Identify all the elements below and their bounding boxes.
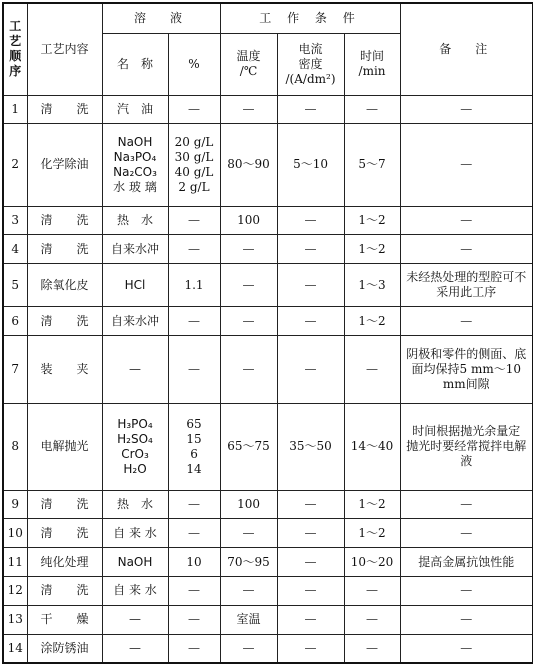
cell-current: 5～10 — [277, 124, 344, 206]
cell-solution-name: 自 来 水 — [102, 519, 168, 548]
cell-temp: — — [220, 235, 277, 264]
cell-temp: — — [220, 634, 277, 663]
cell-remark: — — [400, 634, 533, 663]
cell-remark: — — [400, 206, 533, 235]
cell-current: — — [277, 264, 344, 307]
cell-remark: — — [400, 235, 533, 264]
table-row — [3, 307, 533, 336]
cell-seq: 8 — [3, 404, 27, 490]
cell-seq: 3 — [3, 206, 27, 235]
table-row — [3, 336, 533, 404]
cell-solution-name: — — [102, 605, 168, 634]
header-percent: % — [168, 33, 220, 95]
cell-time: — — [344, 576, 400, 605]
cell-solution-name: — — [102, 634, 168, 663]
cell-solution-name: 汽 油 — [102, 95, 168, 124]
cell-time: 1～2 — [344, 206, 400, 235]
cell-current: — — [277, 235, 344, 264]
table-row — [3, 124, 533, 206]
cell-temp: 100 — [220, 206, 277, 235]
cell-content: 清 洗 — [27, 490, 102, 519]
cell-remark: — — [400, 124, 533, 206]
cell-temp: — — [220, 519, 277, 548]
cell-content: 涂防锈油 — [27, 634, 102, 663]
header-current: 电流 密度 /(A/dm²) — [277, 33, 344, 95]
cell-time: 14～40 — [344, 404, 400, 490]
cell-solution-percent: — — [168, 576, 220, 605]
cell-temp: 65～75 — [220, 404, 277, 490]
cell-solution-percent: — — [168, 519, 220, 548]
cell-solution-name: NaOH — [102, 548, 168, 577]
cell-time: 1～2 — [344, 235, 400, 264]
cell-temp: — — [220, 95, 277, 124]
cell-current: — — [277, 336, 344, 404]
header-temp: 温度 /℃ — [220, 33, 277, 95]
cell-seq: 12 — [3, 576, 27, 605]
cell-current: — — [277, 634, 344, 663]
cell-solution-percent: — — [168, 235, 220, 264]
cell-remark: 提高金属抗蚀性能 — [400, 548, 533, 577]
table-row — [3, 490, 533, 519]
table-row — [3, 206, 533, 235]
cell-seq: 5 — [3, 264, 27, 307]
table-row — [3, 95, 533, 124]
cell-time: — — [344, 336, 400, 404]
cell-remark: — — [400, 490, 533, 519]
cell-temp: 70～95 — [220, 548, 277, 577]
header-time: 时间 /min — [344, 33, 400, 95]
cell-current: — — [277, 576, 344, 605]
cell-remark: 未经热处理的型腔可不采用此工序 — [400, 264, 533, 307]
cell-current: — — [277, 519, 344, 548]
table-row — [3, 605, 533, 634]
cell-temp: — — [220, 264, 277, 307]
header-content: 工艺内容 — [27, 3, 102, 95]
cell-remark: — — [400, 576, 533, 605]
cell-temp: — — [220, 576, 277, 605]
cell-content: 清 洗 — [27, 95, 102, 124]
cell-temp: 80～90 — [220, 124, 277, 206]
cell-content: 清 洗 — [27, 576, 102, 605]
cell-solution-name: NaOH Na₃PO₄ Na₂CO₃ 水 玻 璃 — [102, 124, 168, 206]
cell-solution-percent: — — [168, 634, 220, 663]
cell-solution-percent: — — [168, 490, 220, 519]
cell-solution-name: 自 来 水 — [102, 576, 168, 605]
header-name: 名 称 — [102, 33, 168, 95]
cell-content: 清 洗 — [27, 519, 102, 548]
cell-content: 干 燥 — [27, 605, 102, 634]
cell-current: — — [277, 95, 344, 124]
cell-current: — — [277, 307, 344, 336]
cell-content: 装 夹 — [27, 336, 102, 404]
cell-time: 1～2 — [344, 490, 400, 519]
cell-temp: 100 — [220, 490, 277, 519]
cell-solution-name: 自来水冲 — [102, 235, 168, 264]
cell-current: — — [277, 490, 344, 519]
cell-seq: 13 — [3, 605, 27, 634]
cell-solution-name: HCl — [102, 264, 168, 307]
cell-solution-percent: 20 g/L 30 g/L 40 g/L 2 g/L — [168, 124, 220, 206]
cell-remark: — — [400, 95, 533, 124]
cell-content: 清 洗 — [27, 206, 102, 235]
cell-solution-percent: 1.1 — [168, 264, 220, 307]
cell-seq: 11 — [3, 548, 27, 577]
header-row-top — [3, 3, 533, 33]
cell-seq: 10 — [3, 519, 27, 548]
cell-content: 除氧化皮 — [27, 264, 102, 307]
cell-temp: 室温 — [220, 605, 277, 634]
cell-solution-name: H₃PO₄ H₂SO₄ CrO₃ H₂O — [102, 404, 168, 490]
cell-content: 纯化处理 — [27, 548, 102, 577]
cell-content: 化学除油 — [27, 124, 102, 206]
cell-time: — — [344, 605, 400, 634]
table-row — [3, 519, 533, 548]
table-row — [3, 548, 533, 577]
cell-seq: 4 — [3, 235, 27, 264]
cell-time: 1～3 — [344, 264, 400, 307]
cell-seq: 14 — [3, 634, 27, 663]
cell-remark: — — [400, 307, 533, 336]
process-table-body — [3, 95, 533, 663]
cell-solution-percent: — — [168, 605, 220, 634]
cell-current: — — [277, 548, 344, 577]
cell-content: 电解抛光 — [27, 404, 102, 490]
cell-solution-percent: — — [168, 206, 220, 235]
table-row — [3, 404, 533, 490]
table-row — [3, 264, 533, 307]
process-table — [2, 2, 533, 664]
cell-time: 10～20 — [344, 548, 400, 577]
cell-solution-name: 热 水 — [102, 206, 168, 235]
cell-solution-percent: 65 15 6 14 — [168, 404, 220, 490]
cell-solution-name: 自来水冲 — [102, 307, 168, 336]
cell-time: — — [344, 634, 400, 663]
header-solution: 溶 液 — [102, 3, 220, 33]
cell-remark: 阴极和零件的侧面、底面均保持5 mm～10 mm间隙 — [400, 336, 533, 404]
cell-remark: — — [400, 519, 533, 548]
cell-seq: 1 — [3, 95, 27, 124]
cell-temp: — — [220, 336, 277, 404]
cell-current: 35～50 — [277, 404, 344, 490]
cell-solution-percent: — — [168, 336, 220, 404]
cell-solution-percent: — — [168, 307, 220, 336]
table-row — [3, 235, 533, 264]
cell-remark: 时间根据抛光余量定 抛光时要经常搅拌电解液 — [400, 404, 533, 490]
cell-remark: — — [400, 605, 533, 634]
cell-current: — — [277, 206, 344, 235]
header-conditions: 工 作 条 件 — [220, 3, 400, 33]
cell-solution-name: 热 水 — [102, 490, 168, 519]
cell-current: — — [277, 605, 344, 634]
header-seq: 工 艺 顺 序 — [3, 3, 27, 95]
cell-solution-percent: 10 — [168, 548, 220, 577]
cell-content: 清 洗 — [27, 307, 102, 336]
cell-seq: 9 — [3, 490, 27, 519]
cell-time: 1～2 — [344, 519, 400, 548]
cell-time: 5～7 — [344, 124, 400, 206]
cell-solution-name: — — [102, 336, 168, 404]
cell-seq: 7 — [3, 336, 27, 404]
cell-content: 清 洗 — [27, 235, 102, 264]
cell-temp: — — [220, 307, 277, 336]
cell-seq: 2 — [3, 124, 27, 206]
table-row — [3, 634, 533, 663]
cell-time: — — [344, 95, 400, 124]
table-row — [3, 576, 533, 605]
header-remark: 备 注 — [400, 3, 533, 95]
cell-seq: 6 — [3, 307, 27, 336]
cell-solution-percent: — — [168, 95, 220, 124]
cell-time: 1～2 — [344, 307, 400, 336]
